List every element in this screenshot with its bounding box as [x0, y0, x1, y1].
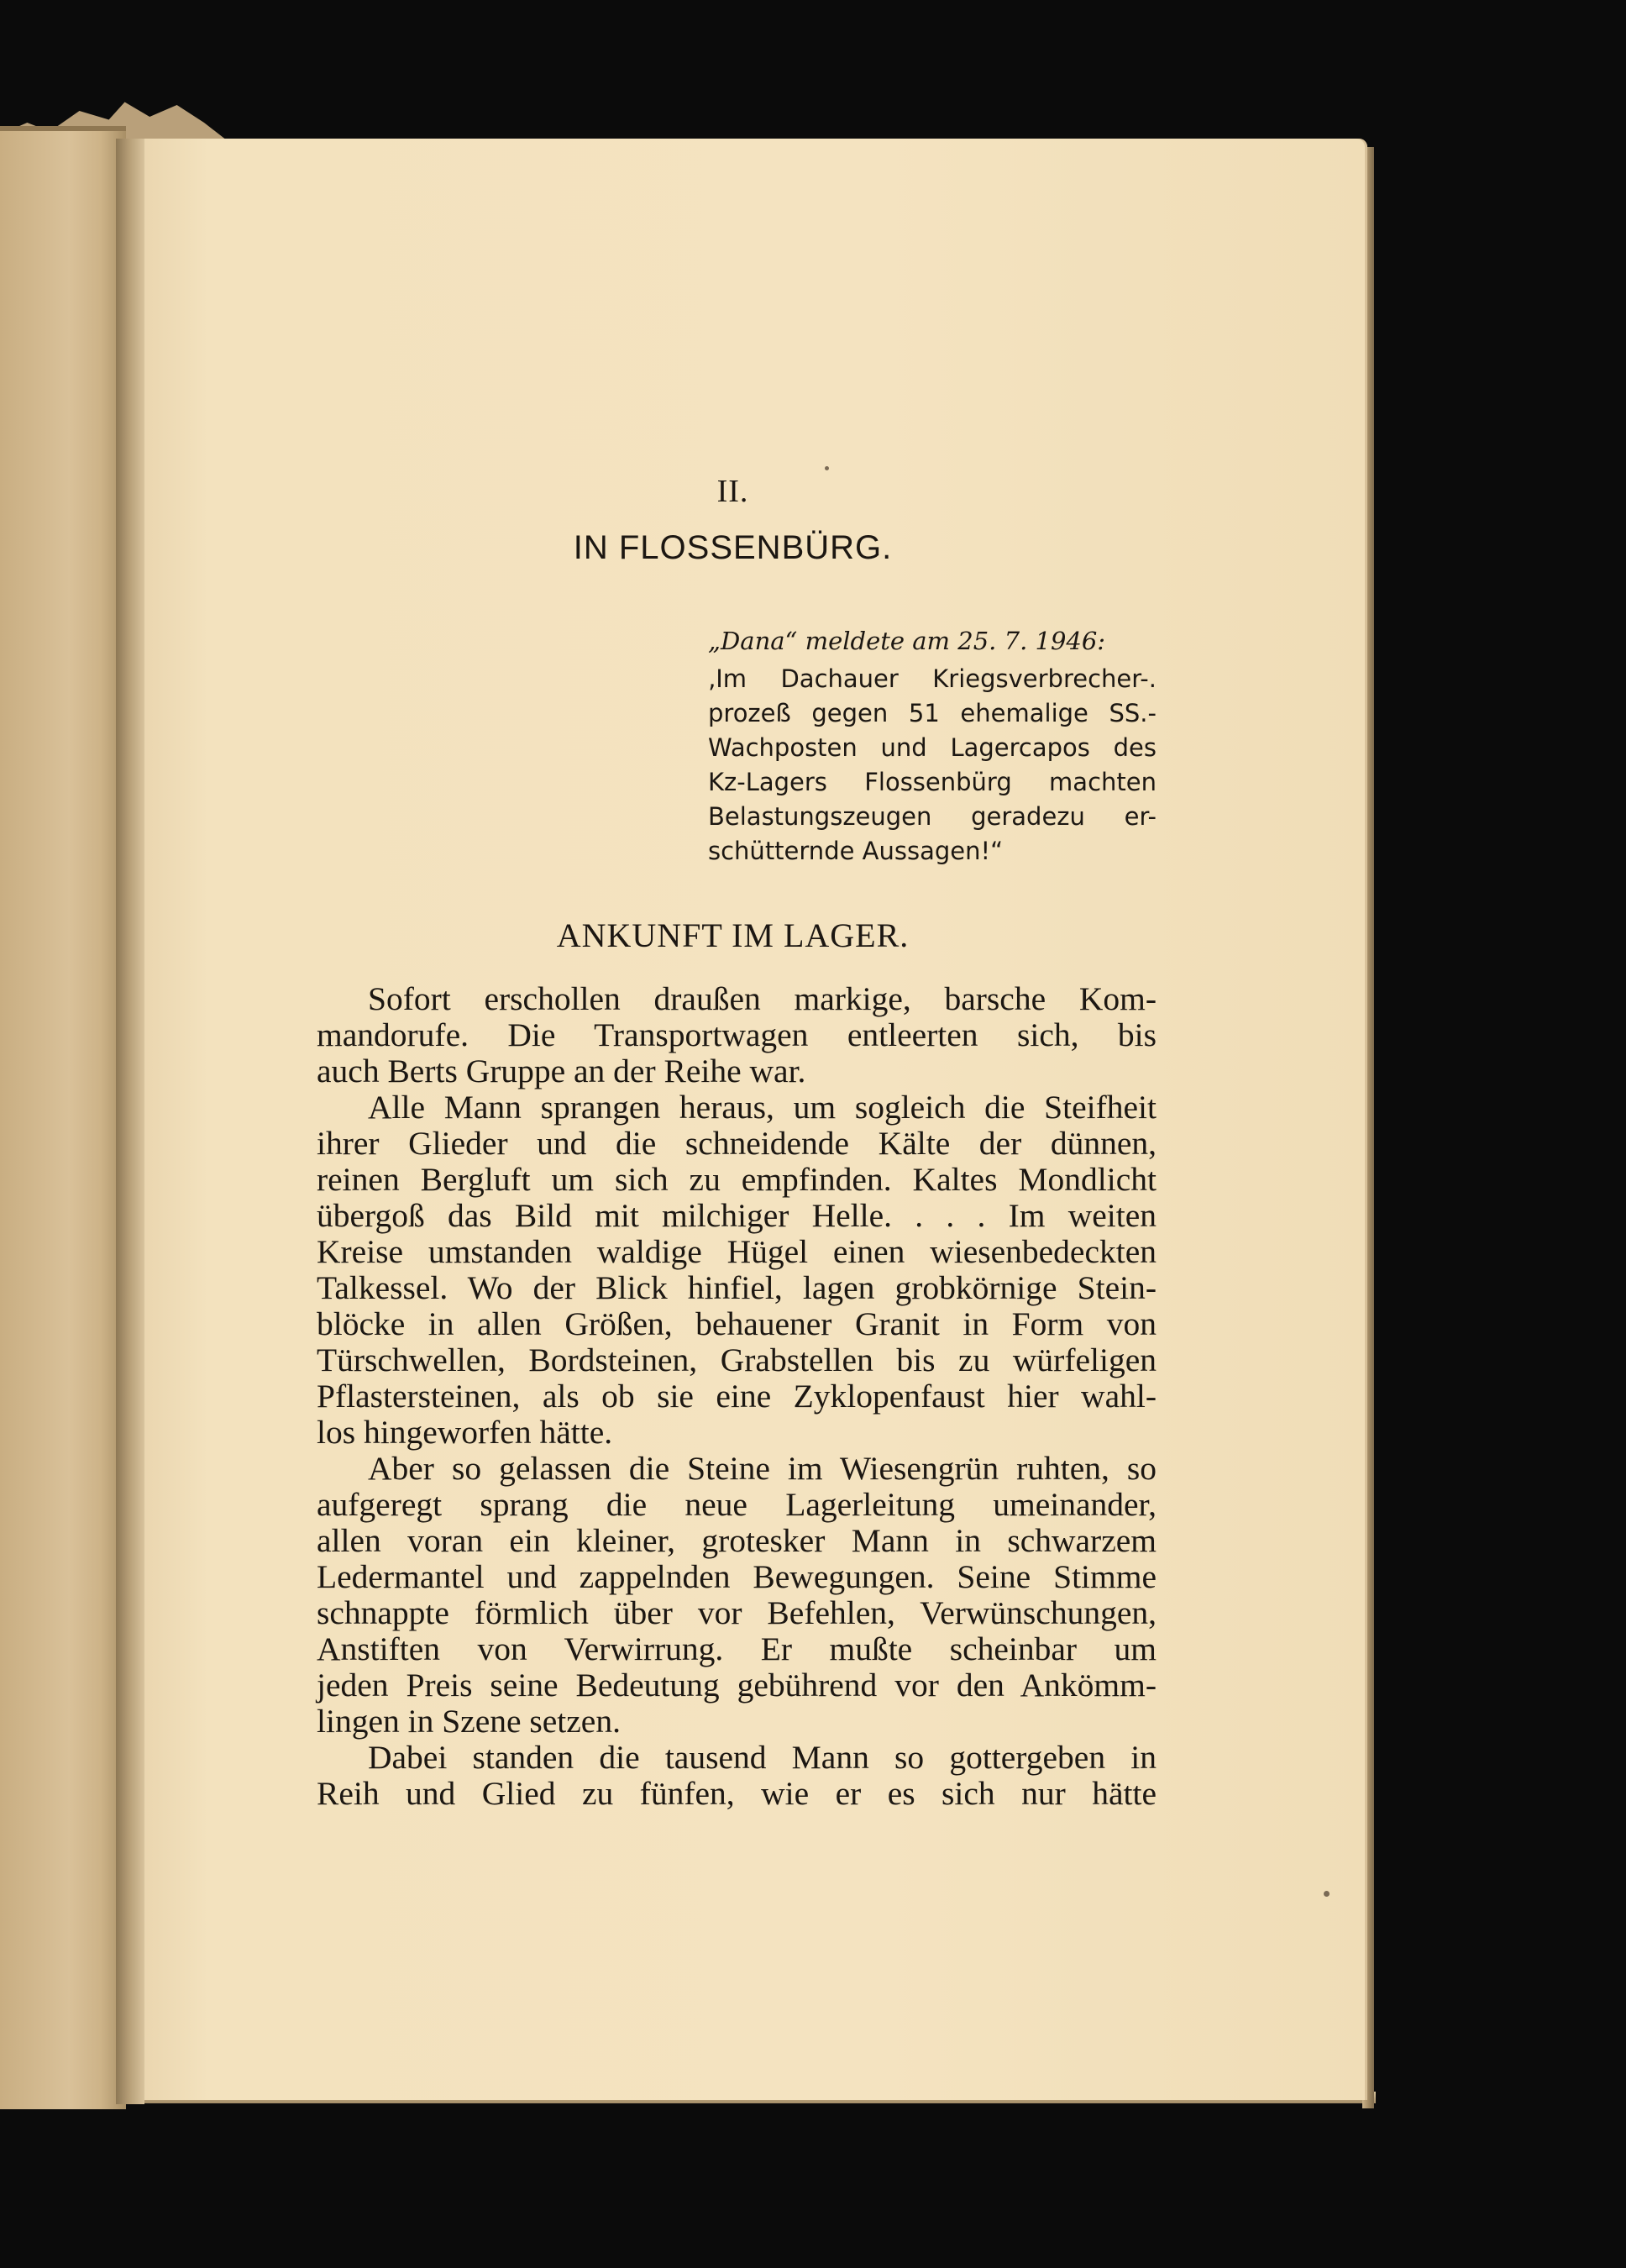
body-line: blöcke in allen Größen, behauener Granit in Form von	[317, 1305, 1157, 1342]
body-line: Alle Mann sprangen heraus, um sogleich die Steifheit	[368, 1089, 1157, 1126]
body-line: auch Berts Gruppe an der Reihe war.	[317, 1053, 806, 1089]
epigraph-line: schütternde Aussagen!“	[708, 837, 1004, 865]
body-line: übergoß das Bild mit milchiger Helle. . . . Im weiten	[317, 1197, 1157, 1234]
epigraph-line: ‚Im Dachauer Kriegsverbrecher-.	[708, 664, 1157, 693]
body-line: Kreise umstanden waldige Hügel einen wiesenbedeckten	[317, 1233, 1157, 1270]
body-text	[317, 981, 1157, 1812]
body-line: aufgeregt sprang die neue Lagerleitung umeinander,	[317, 1486, 1157, 1523]
spine-gutter	[116, 139, 144, 2104]
body-line: schnappte förmlich über vor Befehlen, Verwünschungen,	[317, 1594, 1157, 1631]
body-line: Reih und Glied zu fünfen, wie er es sich nur hätte	[317, 1775, 1157, 1812]
section-title: ANKUNFT IM LAGER.	[556, 916, 910, 954]
body-line: Aber so gelassen die Steine im Wiesengrün ruhten, so	[368, 1450, 1157, 1487]
book-page	[134, 139, 1367, 2100]
body-line: Talkessel. Wo der Blick hinfiel, lagen grobkörnige Stein-	[317, 1269, 1157, 1306]
paper-speck	[1324, 1891, 1330, 1897]
body-line: Pflastersteinen, als ob sie eine Zyklopenfaust hier wahl-	[317, 1378, 1157, 1415]
body-line: Anstiften von Verwirrung. Er mußte scheinbar um	[317, 1630, 1157, 1667]
paper-speck	[825, 466, 829, 470]
body-line: reinen Bergluft um sich zu empfinden. Kaltes Mondlicht	[317, 1161, 1157, 1198]
body-line: Ledermantel und zappelnden Bewegungen. Seine Stimme	[317, 1558, 1157, 1595]
chapter-title: IN FLOSSENBÜRG.	[573, 529, 893, 566]
body-line: lingen in Szene setzen.	[317, 1703, 621, 1740]
epigraph-line: Wachposten und Lagercapos des	[708, 733, 1157, 762]
body-line: los hingeworfen hätte.	[317, 1414, 613, 1451]
body-line: mandorufe. Die Transportwagen entleerten sich, bis	[317, 1016, 1157, 1053]
page-content	[134, 139, 1367, 2100]
epigraph-line: Belastungszeugen geradezu er-	[708, 802, 1157, 831]
body-line: Sofort erschollen draußen markige, barsche Kom-	[368, 980, 1157, 1017]
body-line: Türschwellen, Bordsteinen, Grabstellen bis zu würfeligen	[317, 1341, 1157, 1378]
body-line: jeden Preis seine Bedeutung gebührend vor den Ankömm-	[317, 1667, 1157, 1704]
chapter-number: II.	[716, 474, 749, 509]
epigraph-line: prozeß gegen 51 ehemalige SS.-	[708, 699, 1157, 727]
body-line: ihrer Glieder und die schneidende Kälte der dünnen,	[317, 1125, 1157, 1162]
epigraph-line: Kz-Lagers Flossenbürg machten	[708, 768, 1157, 796]
epigraph	[708, 624, 1157, 869]
body-line: Dabei standen die tausend Mann so gottergeben in	[368, 1739, 1157, 1776]
previous-page-edge	[0, 126, 126, 2109]
body-line: allen voran ein kleiner, grotesker Mann in schwarzem	[317, 1522, 1157, 1559]
epigraph-source: „Dana“ meldete am 25. 7. 1946:	[708, 627, 1106, 655]
